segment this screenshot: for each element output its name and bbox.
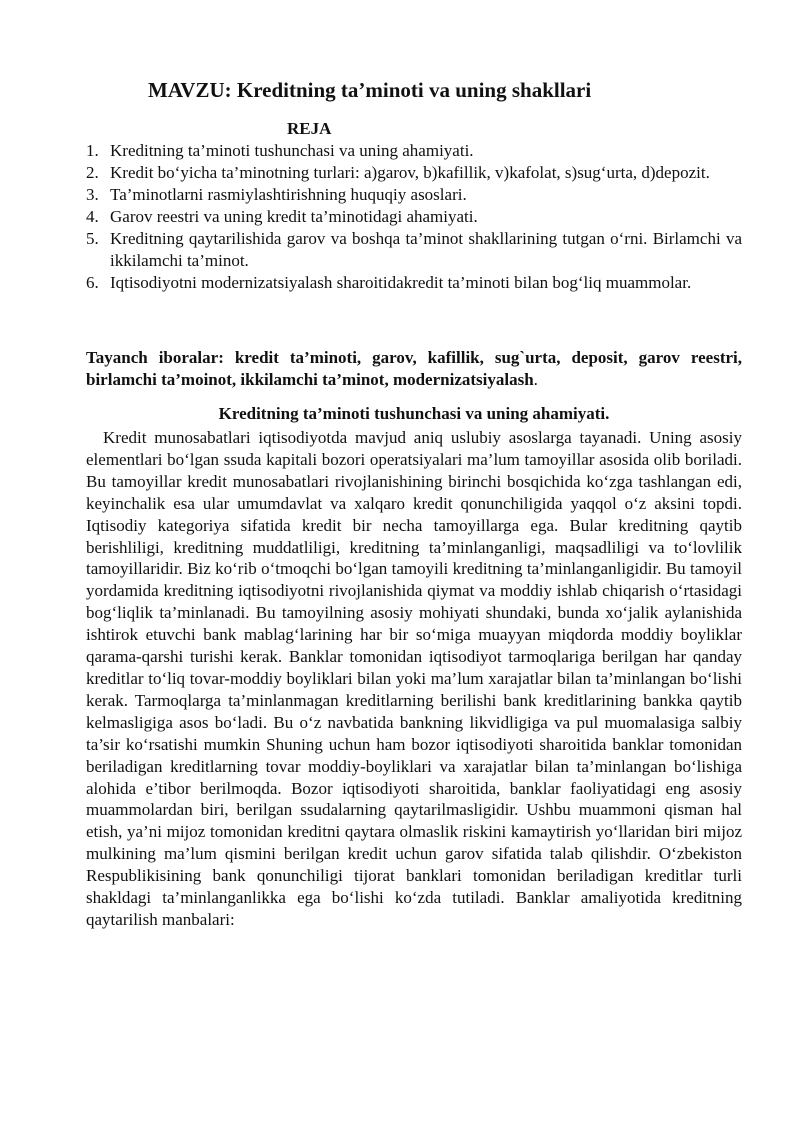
plan-item (86, 162, 742, 184)
keywords-text: Tayanch iboralar: kredit ta’minoti, garov, kafillik, sug`urta, deposit, garov reestri, birlamchi ta’moinot, ikkilamchi ta’minot, modernizatsiyalash (86, 348, 742, 389)
keywords-paragraph (86, 347, 742, 391)
plan-item (86, 140, 742, 162)
plan-item-text: Kreditning qaytarilishida garov va boshqa ta’minot shakllarining tutgan o‘rni. Birlamchi va ikkilamchi ta’minot. (110, 229, 742, 270)
plan-item-number: 5. (86, 229, 99, 248)
plan-item (86, 272, 742, 294)
keywords-end: . (533, 370, 538, 389)
plan-item-number: 1. (86, 141, 99, 160)
plan-item-number: 6. (86, 273, 99, 292)
plan-item (86, 184, 742, 206)
section-title: Kreditning ta’minoti tushunchasi va uning ahamiyati. (218, 404, 610, 423)
plan-item (86, 228, 742, 272)
plan-item-text: Kreditning ta’minoti tushunchasi va uning ahamiyati. (110, 141, 474, 160)
plan-item-number: 2. (86, 163, 99, 182)
plan-item-text: Iqtisodiyotni modernizatsiyalash sharoitidakredit ta’minoti bilan bog‘liq muammolar. (110, 273, 692, 292)
plan-item-number: 3. (86, 185, 99, 204)
plan-item-text: Ta’minotlarni rasmiylashtirishning huquqiy asoslari. (110, 185, 467, 204)
document-title: MAVZU: Kreditning ta’minoti va uning shakllari (148, 78, 592, 102)
body-paragraph: Kredit munosabatlari iqtisodiyotda mavjud aniq uslubiy asoslarga tayanadi. Uning asosiy elementlari bo‘lgan ssuda kapitali bozori operatsiyalari ma’lum tamoyillar asosida olib boriladi. Bu tamoyillar kredit munosabatlari rivojlanishining birinchi bosqichida ko‘zga tashlangan edi, keyinchalik esa ular umumdavlat va xalqaro kredit qonunchiligida yaqqol o‘z aksini topdi. Iqtisodiy kategoriya sifatida kredit bir necha tamoyillarga ega. Bular kreditning qaytib berishliligi, kreditning muddatliligi, kreditning ta’minlanganligi, maqsadliligi va to‘lovlilik tamoyillaridir. Biz ko‘rib o‘tmoqchi bo‘lgan tamoyili kreditning ta’minlanganligidir. Bu tamoyil yordamida kreditning iqtisodiyotni rivojlanishida qiymat va moddiy ishlab chiqarish o‘rtasidagi bog‘liqlik ta’minlanadi. Bu tamoyilning asosiy mohiyati shundaki, bunda xo‘jalik aylanishida ishtirok etuvchi bank mablag‘larining har bir so‘miga muayyan miqdorda moddiy boyliklar qarama-qarshi turishi kerak. Banklar tomonidan iqtisodiyot tarmoqlariga berilgan har qanday kreditlar to‘liq tovar-moddiy boyliklari bilan yoki ma’lum xarajatlar bilan ta’minlangan bo‘lishi kerak. Tarmoqlarga ta’minlanmagan kreditlarning berilishi bank kreditlarining bankka qaytib kelmasligiga asos bo‘ladi. Bu o‘z navbatida bankning likvidligiga va pul muomalasiga salbiy ta’sir ko‘rsatishi mumkin Shuning uchun ham bozor iqtisodiyoti sharoitida banklar tomonidan beriladigan kreditlarning tovar moddiy-boyliklari va xarajatlar bilan ta’minlangan bo‘lishiga alohida e’tibor berilmoqda. Bozor iqtisodiyoti sharoitida, banklar faoliyatidagi eng asosiy muammolardan biri, berilgan ssudalarning qaytarilmasligidir. Ushbu muammoni qisman hal etish, ya’ni mijoz tomonidan kreditni qaytara olmaslik riskini kamaytirish yo‘llaridan biri mijoz mulkining ma’lum qismini berilgan kredit uchun garov sifatida talab qilishdir. O‘zbekiston Respublikisining bank qonunchiligi tijorat banklari tomonidan beriladigan kreditlar turli shakldagi ta’minlanganlikka ega bo‘lishi ko‘zda tutiladi. Banklar amaliyotida kreditning qaytarilish manbalari: (86, 428, 742, 929)
plan-heading: REJA (287, 119, 332, 138)
plan-item-number: 4. (86, 207, 99, 226)
plan-item-text: Kredit bo‘yicha ta’minotning turlari: a)garov, b)kafillik, v)kafolat, s)sug‘urta, d)depozit. (110, 163, 710, 182)
plan-item (86, 206, 742, 228)
plan-item-text: Garov reestri va uning kredit ta’minotidagi ahamiyati. (110, 207, 478, 226)
plan-list (86, 140, 742, 294)
